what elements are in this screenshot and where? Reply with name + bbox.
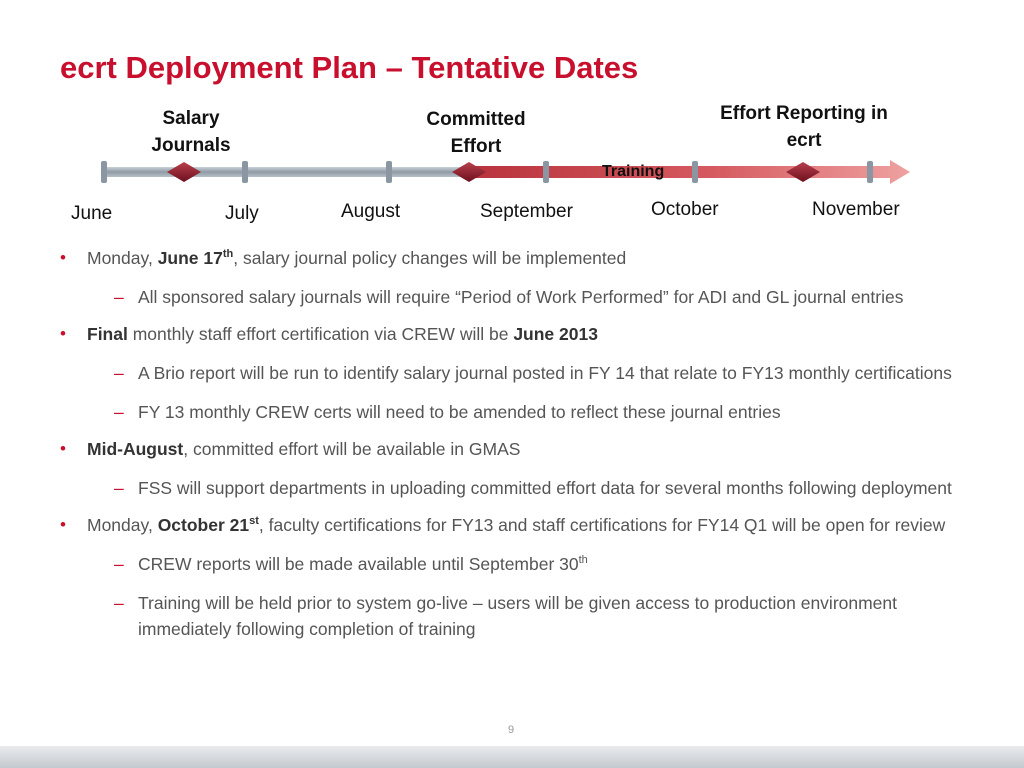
dash-icon: – — [114, 363, 124, 383]
bullet-dot-icon: • — [60, 324, 66, 343]
tick-august — [386, 161, 392, 183]
sub-bullet-item — [60, 360, 995, 386]
dash-icon: – — [114, 402, 124, 422]
sub-bullet-item — [60, 590, 995, 642]
month-label-august: August — [341, 201, 401, 222]
tick-november — [867, 161, 873, 183]
dash-icon: – — [114, 554, 124, 574]
sub-bullet-item — [60, 399, 995, 425]
dash-icon: – — [114, 287, 124, 307]
sub-bullet-text: Training will be held prior to system go-live – users will be given access to production environment immediately following completion of training — [138, 593, 898, 639]
bullet-bold-text: Mid-August — [87, 439, 184, 459]
bullet-bold-date: June 17 — [157, 248, 223, 268]
sub-bullet-text: CREW reports will be made available until September 30 — [138, 554, 579, 574]
sub-bullet-text: All sponsored salary journals will require “Period of Work Performed” for ADI and GL journal entries — [138, 287, 904, 307]
sub-bullet-item — [60, 551, 995, 577]
milestone-label-line1: Salary — [162, 108, 220, 129]
milestone-label-effort-reporting — [696, 100, 912, 154]
sub-bullet-text: A Brio report will be run to identify salary journal posted in FY 14 that relate to FY13 monthly certifications — [138, 363, 952, 383]
tick-september — [543, 161, 549, 183]
month-label-november: November — [812, 199, 900, 220]
milestone-label-line2: Effort — [450, 136, 502, 157]
bullet-item — [60, 321, 995, 347]
tick-october — [692, 161, 698, 183]
bullet-dot-icon: • — [60, 515, 66, 534]
sub-bullet-item — [60, 284, 995, 310]
bullet-text: Monday, — [87, 248, 158, 268]
tick-july — [242, 161, 248, 183]
ordinal-suffix: th — [578, 554, 588, 567]
milestone-label-line1: Effort Reporting in — [720, 103, 888, 124]
dash-icon: – — [114, 478, 124, 498]
bullet-item — [60, 512, 995, 538]
bullet-dot-icon: • — [60, 439, 66, 458]
month-label-october: October — [651, 199, 719, 220]
milestone-diamond-committed — [452, 162, 486, 182]
bullet-text: monthly staff effort certification via CREW will be — [127, 324, 514, 344]
training-arrow — [468, 160, 910, 184]
bullet-bold-text: Final — [87, 324, 128, 344]
bullet-text: , salary journal policy changes will be implemented — [233, 248, 627, 268]
page-number: 9 — [508, 724, 515, 736]
sub-bullet-item — [60, 475, 995, 501]
month-label-september: September — [480, 201, 573, 222]
slide-title: ecrt Deployment Plan – Tentative Dates — [60, 50, 639, 85]
bullet-item — [60, 245, 995, 271]
bullet-text: Monday, — [87, 515, 158, 535]
bullet-list — [60, 245, 995, 642]
bullet-item — [60, 436, 995, 462]
month-label-june: June — [71, 203, 113, 224]
dash-icon: – — [114, 593, 124, 613]
ordinal-suffix: th — [222, 248, 234, 261]
sub-bullet-text: FSS will support departments in uploading committed effort data for several months following deployment — [138, 478, 952, 498]
milestone-diamond-salary — [167, 162, 201, 182]
milestone-label-line1: Committed — [426, 109, 526, 130]
bullet-text: , committed effort will be available in GMAS — [183, 439, 521, 459]
milestone-label-line2: ecrt — [786, 130, 822, 151]
bullet-bold-date: October 21 — [157, 515, 250, 535]
milestone-label-line2: Journals — [151, 135, 231, 156]
ordinal-suffix: st — [249, 515, 259, 528]
bullet-dot-icon: • — [60, 248, 66, 267]
bullet-text: , faculty certifications for FY13 and staff certifications for FY14 Q1 will be open for review — [258, 515, 946, 535]
milestone-label-committed-effort — [410, 106, 542, 160]
bullet-bold-date: June 2013 — [513, 324, 598, 344]
milestone-diamond-effort — [786, 162, 820, 182]
tick-june — [101, 161, 107, 183]
month-label-july: July — [225, 203, 259, 224]
footer-bar — [0, 746, 1024, 768]
sub-bullet-text: FY 13 monthly CREW certs will need to be amended to reflect these journal entries — [138, 402, 781, 422]
milestone-label-salary-journals — [132, 105, 250, 159]
training-label: Training — [602, 163, 665, 180]
